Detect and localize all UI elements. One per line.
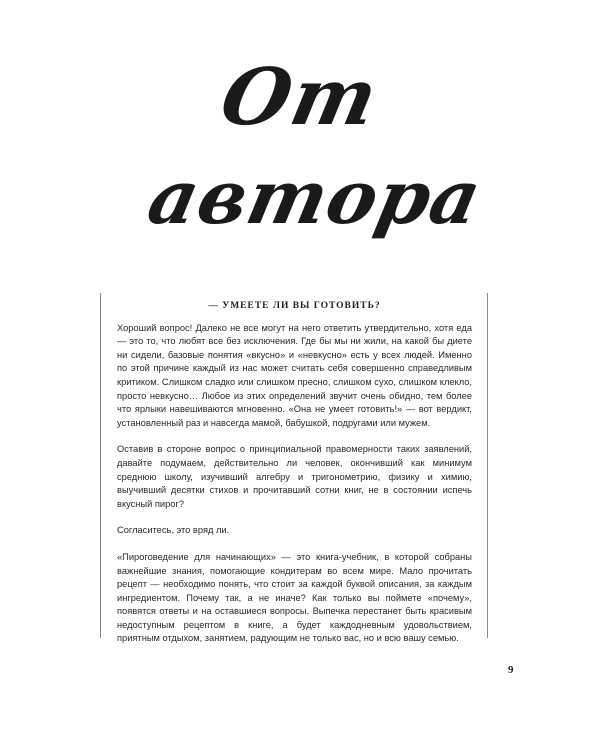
chapter-title [140,48,490,288]
paragraph-4: «Пироговедение для начинающих» — это книга-учебник, в которой собраны важнейшие знания, помогающие кондитерам во всем мире. Мало прочитать рецепт — необходимо понять, что стоит за каждой буквой описания, за каждым ингредиентом. Почему так, а не иначе? Как только вы поймете «почему», появятся ответы и на оставшиеся вопросы. Выпечка перестанет быть красивым недоступным рецептом в книге, а будет каждодневным удовольствием, приятным отдыхом, занятием, радующим не только вас, но и всю вашу семью. [117,551,472,644]
section-heading: — УМЕЕТЕ ЛИ ВЫ ГОТОВИТЬ? [208,301,381,311]
paragraph-3: Согласитесь, это вряд ли. [117,525,230,536]
right-vertical-rule [487,293,488,638]
paragraph-1: Хороший вопрос! Далеко не все могут на него ответить утвердительно, хотя еда — это то, что любят все без исключения. Где бы мы ни жили, на какой бы диете ни сидели, базовые понятия «вкусно» и «невкусно» есть у всех людей. Именно по этой причине каждый из нас может считать себя совершенно справедливым критиком. Слишком сладко или слишком пресно, слишком сухо, слишком клекло, просто невкусно… Любое из этих определений звучит очень обидно, тем более что ярлыки навешиваются мгновенно. «Она не умеет готовить!» — вот вердикт, установленный раз и навсегда мамой, бабушкой, подругами или мужем. [117,322,472,428]
left-vertical-rule [100,293,101,638]
chapter-title-line2: автора [140,155,490,241]
page-number: 9 [508,664,514,676]
paragraph-2: Оставив в стороне вопрос о принципиальной правомерности таких заявлений, давайте подумаем, действительно ли человек, окончивший как минимум среднюю школу, изучивший алгебру и тригонометрию, физику и химию, выучивший десятки стихов и прочитавший сотни книг, не в состоянии испечь вкусный пирог? [117,444,472,509]
body-text-block [117,300,472,659]
chapter-title-line1: От [213,52,388,143]
